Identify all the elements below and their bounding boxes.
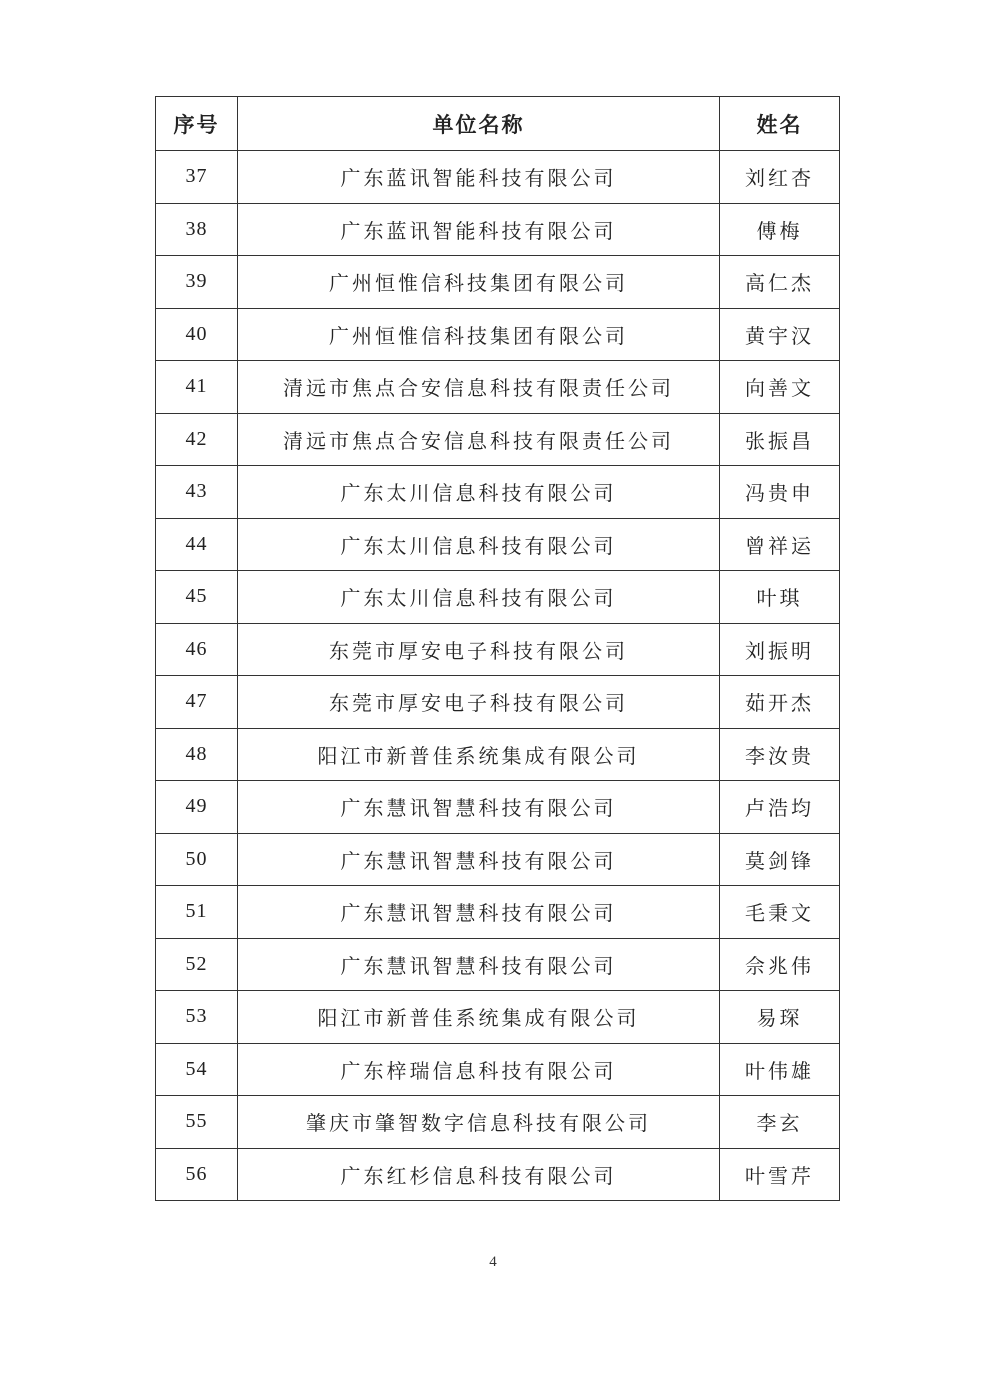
row-index: 50 <box>156 833 238 886</box>
row-company: 阳江市新普佳系统集成有限公司 <box>238 991 720 1044</box>
row-name: 张振昌 <box>720 413 840 466</box>
row-name: 曾祥运 <box>720 518 840 571</box>
row-index: 40 <box>156 308 238 361</box>
table-row <box>156 361 840 414</box>
table-row <box>156 203 840 256</box>
row-company: 广东太川信息科技有限公司 <box>238 466 720 519</box>
row-index: 46 <box>156 623 238 676</box>
table-row <box>156 991 840 1044</box>
table-header-row <box>156 97 840 151</box>
row-index: 52 <box>156 938 238 991</box>
row-company: 广东太川信息科技有限公司 <box>238 518 720 571</box>
row-name: 李汝贵 <box>720 728 840 781</box>
row-name: 易琛 <box>720 991 840 1044</box>
row-index: 53 <box>156 991 238 1044</box>
row-company: 肇庆市肇智数字信息科技有限公司 <box>238 1096 720 1149</box>
row-index: 44 <box>156 518 238 571</box>
row-company: 广州恒惟信科技集团有限公司 <box>238 256 720 309</box>
row-company: 阳江市新普佳系统集成有限公司 <box>238 728 720 781</box>
personnel-table <box>155 96 840 1201</box>
table-row <box>156 571 840 624</box>
row-company: 广东慧讯智慧科技有限公司 <box>238 781 720 834</box>
row-company: 清远市焦点合安信息科技有限责任公司 <box>238 361 720 414</box>
row-company: 广州恒惟信科技集团有限公司 <box>238 308 720 361</box>
row-name: 叶琪 <box>720 571 840 624</box>
row-name: 刘红杏 <box>720 151 840 204</box>
row-company: 广东慧讯智慧科技有限公司 <box>238 938 720 991</box>
row-index: 45 <box>156 571 238 624</box>
row-index: 51 <box>156 886 238 939</box>
row-company: 广东蓝讯智能科技有限公司 <box>238 151 720 204</box>
table-row <box>156 1096 840 1149</box>
row-name: 叶伟雄 <box>720 1043 840 1096</box>
row-company: 广东太川信息科技有限公司 <box>238 571 720 624</box>
row-index: 54 <box>156 1043 238 1096</box>
row-index: 47 <box>156 676 238 729</box>
row-index: 55 <box>156 1096 238 1149</box>
row-company: 广东蓝讯智能科技有限公司 <box>238 203 720 256</box>
row-name: 冯贵申 <box>720 466 840 519</box>
table-row <box>156 256 840 309</box>
row-name: 刘振明 <box>720 623 840 676</box>
row-name: 毛秉文 <box>720 886 840 939</box>
table-row <box>156 466 840 519</box>
row-index: 38 <box>156 203 238 256</box>
table-row <box>156 728 840 781</box>
row-index: 43 <box>156 466 238 519</box>
table-row <box>156 308 840 361</box>
table-row <box>156 518 840 571</box>
table-row <box>156 938 840 991</box>
table-row <box>156 1043 840 1096</box>
row-name: 卢浩均 <box>720 781 840 834</box>
row-name: 黄宇汉 <box>720 308 840 361</box>
row-name: 佘兆伟 <box>720 938 840 991</box>
page-number: 4 <box>489 1254 497 1270</box>
row-company: 东莞市厚安电子科技有限公司 <box>238 623 720 676</box>
row-name: 李玄 <box>720 1096 840 1149</box>
row-index: 48 <box>156 728 238 781</box>
row-company: 广东梓瑞信息科技有限公司 <box>238 1043 720 1096</box>
header-company: 单位名称 <box>238 97 720 151</box>
row-name: 高仁杰 <box>720 256 840 309</box>
table-row <box>156 413 840 466</box>
row-name: 叶雪芹 <box>720 1148 840 1201</box>
table-row <box>156 1148 840 1201</box>
row-company: 广东红杉信息科技有限公司 <box>238 1148 720 1201</box>
table-row <box>156 623 840 676</box>
row-company: 广东慧讯智慧科技有限公司 <box>238 833 720 886</box>
row-name: 傅梅 <box>720 203 840 256</box>
row-name: 茹开杰 <box>720 676 840 729</box>
row-index: 56 <box>156 1148 238 1201</box>
row-company: 清远市焦点合安信息科技有限责任公司 <box>238 413 720 466</box>
row-name: 向善文 <box>720 361 840 414</box>
table-row <box>156 886 840 939</box>
row-name: 莫剑锋 <box>720 833 840 886</box>
table-row <box>156 833 840 886</box>
row-index: 41 <box>156 361 238 414</box>
row-company: 东莞市厚安电子科技有限公司 <box>238 676 720 729</box>
table-row <box>156 151 840 204</box>
row-index: 39 <box>156 256 238 309</box>
header-index: 序号 <box>156 97 238 151</box>
header-name: 姓名 <box>720 97 840 151</box>
table-row <box>156 676 840 729</box>
row-index: 49 <box>156 781 238 834</box>
row-index: 37 <box>156 151 238 204</box>
row-company: 广东慧讯智慧科技有限公司 <box>238 886 720 939</box>
table-row <box>156 781 840 834</box>
row-index: 42 <box>156 413 238 466</box>
